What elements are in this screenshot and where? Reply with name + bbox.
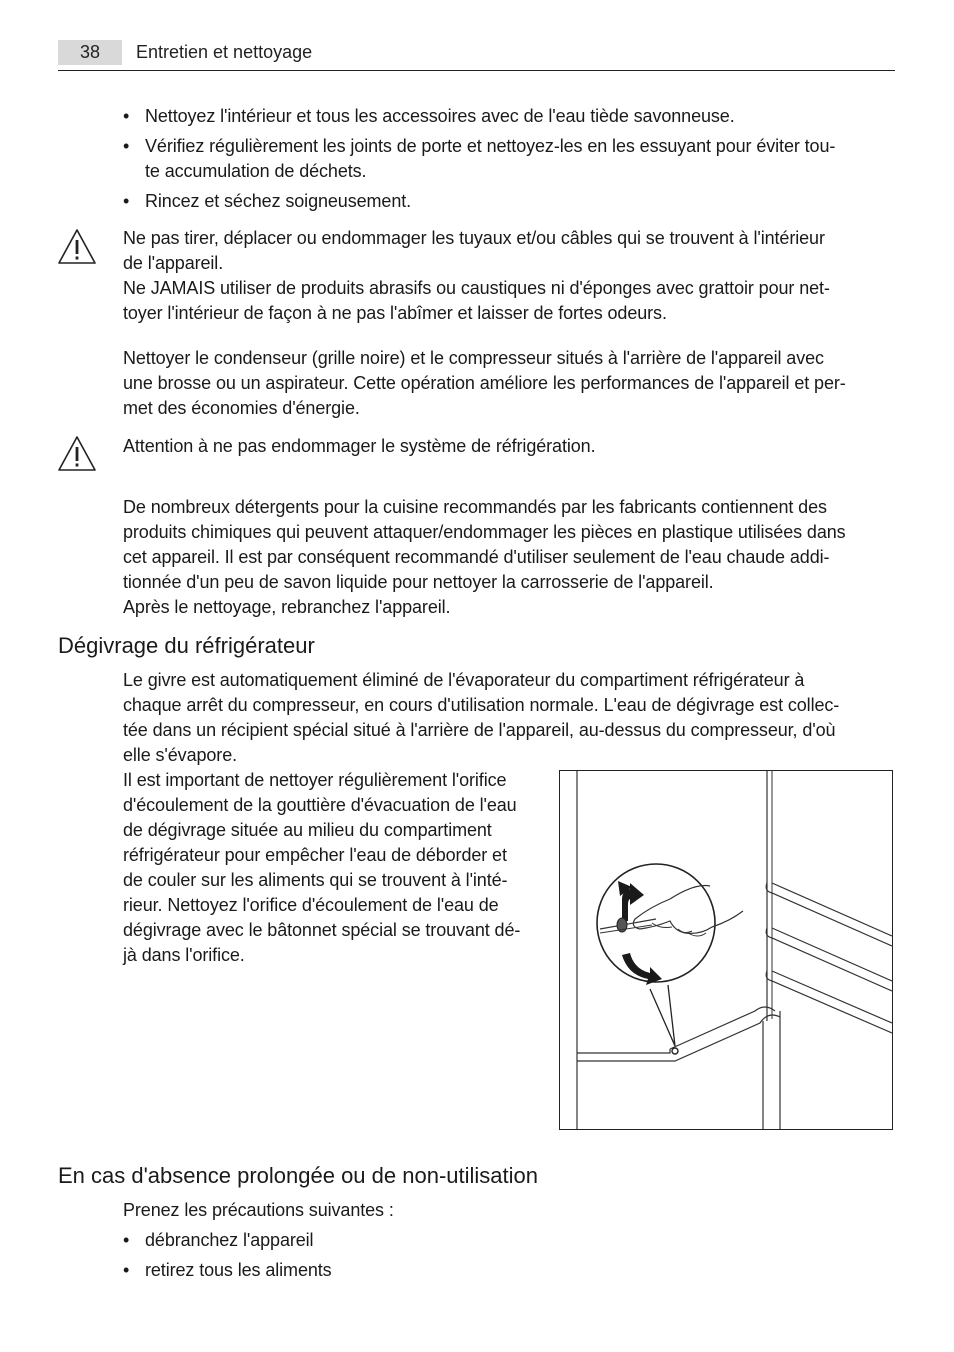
paragraph-line: de dégivrage située au milieu du compartiment bbox=[123, 820, 492, 840]
paragraph-line: chaque arrêt du compresseur, en cours d'utilisation normale. L'eau de dégivrage est collec- bbox=[123, 695, 840, 715]
bullet-text: débranchez l'appareil bbox=[145, 1230, 314, 1250]
paragraph-line: De nombreux détergents pour la cuisine recommandés par les fabricants contiennent des bbox=[123, 497, 827, 517]
warning-text-line: de l'appareil. bbox=[123, 253, 224, 273]
bullet-item bbox=[123, 1228, 723, 1253]
bullet-text: Nettoyez l'intérieur et tous les accessoires avec de l'eau tiède savonneuse. bbox=[145, 106, 735, 126]
paragraph-line: d'écoulement de la gouttière d'évacuation de l'eau bbox=[123, 795, 517, 815]
paragraph-line: elle s'évapore. bbox=[123, 745, 238, 765]
warning-text-line: toyer l'intérieur de façon à ne pas l'abîmer et laisser de fortes odeurs. bbox=[123, 303, 667, 323]
paragraph-line: Le givre est automatiquement éliminé de l'évaporateur du compartiment réfrigérateur à bbox=[123, 670, 805, 690]
paragraph-line: réfrigérateur pour empêcher l'eau de déborder et bbox=[123, 845, 507, 865]
bullet-item bbox=[123, 189, 893, 214]
paragraph-line: Après le nettoyage, rebranchez l'appareil. bbox=[123, 597, 451, 617]
paragraph-line: Il est important de nettoyer régulièrement l'orifice bbox=[123, 770, 507, 790]
paragraph-line: rieur. Nettoyez l'orifice d'écoulement de l'eau de bbox=[123, 895, 499, 915]
section-heading: Dégivrage du réfrigérateur bbox=[58, 633, 315, 658]
drain-cleaning-drawing bbox=[560, 771, 892, 1129]
paragraph-line: une brosse ou un aspirateur. Cette opération améliore les performances de l'appareil et per- bbox=[123, 373, 846, 393]
defrost-drain-illustration bbox=[559, 770, 893, 1130]
paragraph-line: Nettoyer le condenseur (grille noire) et le compresseur situés à l'arrière de l'appareil avec bbox=[123, 348, 824, 368]
warning-triangle-icon bbox=[57, 435, 97, 473]
bullet-text: Rincez et séchez soigneusement. bbox=[145, 191, 412, 211]
bullet-text: retirez tous les aliments bbox=[145, 1260, 332, 1280]
paragraph-line: tionnée d'un peu de savon liquide pour nettoyer la carrosserie de l'appareil. bbox=[123, 572, 714, 592]
bullet-text-continued: te accumulation de déchets. bbox=[145, 161, 367, 181]
warning-text-line: Ne JAMAIS utiliser de produits abrasifs ou caustiques ni d'éponges avec grattoir pour net- bbox=[123, 278, 830, 298]
bullet-item bbox=[123, 104, 893, 129]
paragraph-line: dégivrage avec le bâtonnet spécial se trouvant dé- bbox=[123, 920, 521, 940]
warning-text-line: Ne pas tirer, déplacer ou endommager les tuyaux et/ou câbles qui se trouvent à l'intérieur bbox=[123, 228, 825, 248]
paragraph-line: cet appareil. Il est par conséquent recommandé d'utiliser seulement de l'eau chaude addi- bbox=[123, 547, 830, 567]
bullet-icon: • bbox=[123, 136, 130, 156]
section-title: Entretien et nettoyage bbox=[136, 42, 313, 62]
paragraph-line: de couler sur les aliments qui se trouvent à l'inté- bbox=[123, 870, 508, 890]
bullet-text: Vérifiez régulièrement les joints de porte et nettoyez-les en les essuyant pour éviter tou- bbox=[145, 136, 836, 156]
bullet-item bbox=[123, 1258, 723, 1283]
paragraph-line: met des économies d'énergie. bbox=[123, 398, 360, 418]
bullet-icon: • bbox=[123, 191, 130, 211]
paragraph-line: Prenez les précautions suivantes : bbox=[123, 1200, 394, 1220]
paragraph-line: jà dans l'orifice. bbox=[123, 945, 245, 965]
paragraph-line: tée dans un récipient spécial situé à l'arrière de l'appareil, au-dessus du compresseur, d'où bbox=[123, 720, 836, 740]
section-heading: En cas d'absence prolongée ou de non-utilisation bbox=[58, 1163, 538, 1188]
bullet-icon: • bbox=[123, 106, 130, 126]
header-rule bbox=[58, 70, 895, 71]
warning-text: Attention à ne pas endommager le système de réfrigération. bbox=[123, 436, 596, 456]
bullet-icon: • bbox=[123, 1230, 130, 1250]
bullet-icon: • bbox=[123, 1260, 130, 1280]
bullet-item bbox=[123, 134, 893, 184]
paragraph-line: produits chimiques qui peuvent attaquer/endommager les pièces en plastique utilisées dans bbox=[123, 522, 846, 542]
warning-triangle-icon bbox=[57, 228, 97, 266]
page-number: 38 bbox=[58, 40, 122, 65]
